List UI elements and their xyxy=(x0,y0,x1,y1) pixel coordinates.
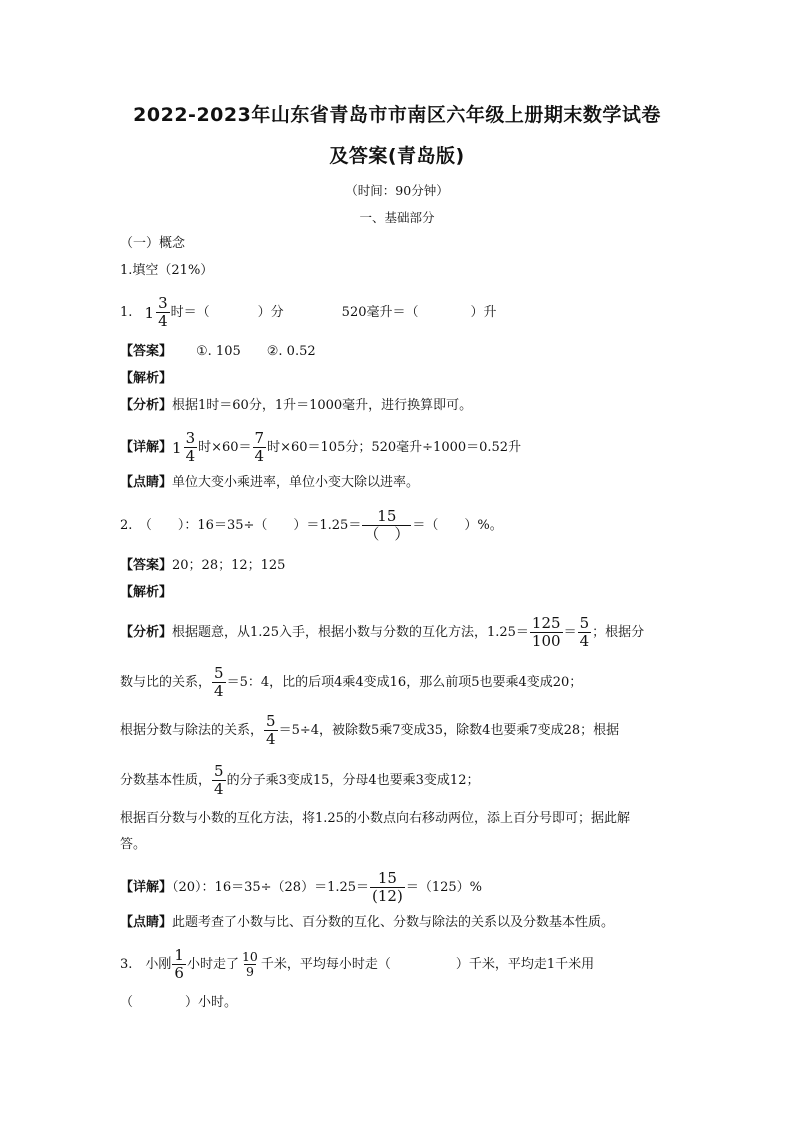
q2-fenxi-line6: 答。 xyxy=(120,837,147,852)
doc-title-line1: 2022-2023年山东省青岛市市南区六年级上册期末数学试卷 xyxy=(133,104,661,126)
q2-fenxi-line5: 根据百分数与小数的互化方法，将1.25的小数点向右移动两位，添上百分号即可；据此解 xyxy=(120,811,630,826)
q2-fenxi-line2: 数与比的关系， $\frac{5}{4}$ ＝5：4，比的后项4乘4变成16，那么前项5也要乘4变成20； xyxy=(120,664,583,700)
question-2: 2. （ ）：16＝35÷（ ）＝1.25＝ $\frac{15}{( )}$ ＝（ ）%。 xyxy=(120,507,503,543)
q1-number: 1. xyxy=(120,305,133,320)
question-3: 3. 小刚 $\frac{1}{6}$ 小时走了 $\frac{10}{9}$ 千米，平均每小时走（ ）千米，平均走1千米用 xyxy=(120,946,595,982)
section-heading: 一、基础部分 xyxy=(359,210,435,225)
q1-answer: 【答案】 ①. 105 ②. 0.52 xyxy=(120,344,316,359)
subsection-heading: （一）概念 xyxy=(120,236,186,251)
q2-fenxi-line3: 根据分数与除法的关系， $\frac{5}{4}$ ＝5÷4，被除数5乘7变成35，除数4也要乘7变成28；根据 xyxy=(120,712,620,748)
q2-xiangjie: 【详解】（20）：16＝35÷（28）＝1.25＝ $\frac{15}{(12)}$ ＝（125）% xyxy=(120,869,482,905)
doc-title-line2: 及答案(青岛版) xyxy=(329,145,465,167)
q1-mixed-fraction: 1 $\frac{3}{4}$ xyxy=(144,294,168,330)
q1-analysis-label: 【解析】 xyxy=(120,371,173,386)
q2-dianjing: 【点睛】此题考查了小数与比、百分数的互化、分数与除法的关系以及分数基本性质。 xyxy=(120,915,615,930)
q1-fenxi: 【分析】根据1时＝60分，1升＝1000毫升，进行换算即可。 xyxy=(120,398,473,413)
q1-dianjing: 【点睛】单位大变小乘进率，单位小变大除以进率。 xyxy=(120,475,420,490)
q2-analysis-label: 【解析】 xyxy=(120,585,173,600)
q2-answer: 【答案】20；28；12；125 xyxy=(120,558,286,573)
question-1: 1. 1 $\frac{3}{4}$ 时＝（ ）分 520毫升＝（ ）升 xyxy=(120,294,497,330)
exam-time: （时间：90分钟） xyxy=(345,183,449,198)
question-group-heading: 1.填空（21%） xyxy=(120,263,214,278)
q2-fenxi-line4: 分数基本性质， $\frac{5}{4}$ 的分子乘3变成15，分母4也要乘3变成12； xyxy=(120,762,480,798)
question-3-line2: （ ）小时。 xyxy=(120,995,238,1010)
q2-fenxi-line1: 【分析】根据题意，从1.25入手，根据小数与分数的互化方法，1.25＝ $\frac{125}{100}$ ＝ $\frac{5}{4}$ ；根据分 xyxy=(120,614,645,650)
q1-xiangjie: 【详解】 1 $\frac{3}{4}$ 时×60＝ $\frac{7}{4}$ 时×60＝105分；520毫升÷1000＝0.52升 xyxy=(120,429,522,465)
